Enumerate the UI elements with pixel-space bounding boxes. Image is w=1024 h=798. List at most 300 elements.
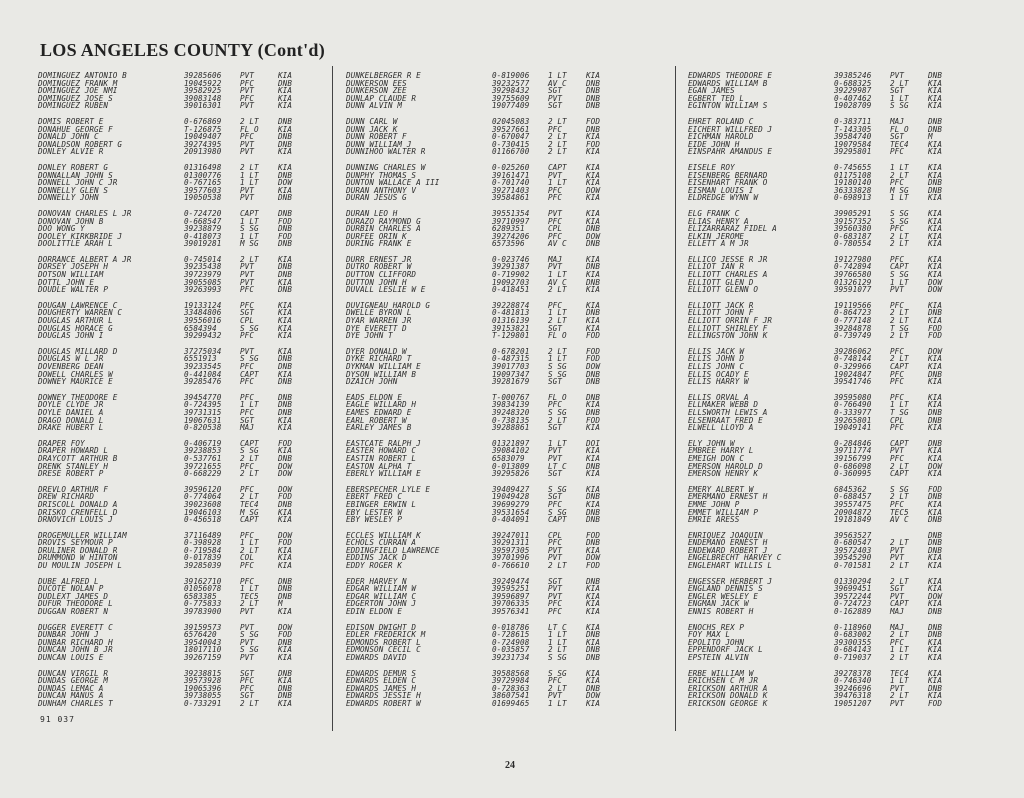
record-name: ELLIOTT ORRIN F JR bbox=[688, 317, 773, 325]
record-rank: 2 LT bbox=[890, 492, 909, 502]
record-status: KIA bbox=[586, 469, 601, 479]
record-service-number: 01326129 bbox=[834, 277, 872, 287]
record-rank: S SG bbox=[890, 208, 909, 218]
record-group bbox=[688, 394, 1008, 432]
record-service-number: 39281679 bbox=[492, 377, 530, 387]
record-name: EICHERT WILLFRED J bbox=[688, 125, 773, 134]
record-service-number: 39233545 bbox=[184, 362, 222, 371]
record-rank: PVT bbox=[548, 545, 563, 555]
record-rank: 2 LT bbox=[548, 561, 567, 571]
record-rank: SGT bbox=[240, 691, 255, 701]
record-name: EDDY ROGER K bbox=[346, 562, 403, 570]
record-row bbox=[346, 240, 666, 248]
record-name: DOVENBERG DEAN bbox=[38, 363, 104, 371]
record-service-number: 0-333977 bbox=[834, 407, 872, 417]
record-service-number: 39246696 bbox=[834, 683, 872, 693]
record-status: DOW bbox=[586, 185, 601, 195]
record-name: EDMONSON CECIL C bbox=[346, 646, 421, 654]
record-name: DOMINGUEZ RUBEN bbox=[38, 102, 109, 110]
record-service-number: 0-724723 bbox=[834, 599, 872, 609]
record-name: DYER DONALD W bbox=[346, 347, 407, 356]
record-rank: 2 LT bbox=[240, 698, 259, 708]
record-service-number: 0-684143 bbox=[834, 645, 872, 655]
record-service-number: 0-686098 bbox=[834, 461, 872, 471]
record-status: DNB bbox=[586, 538, 601, 548]
record-service-number: 39291311 bbox=[492, 538, 530, 548]
record-rank: 2 LT bbox=[548, 139, 567, 149]
record-name: DUNHAM CHARLES T bbox=[38, 699, 113, 708]
record-service-number: 0-284846 bbox=[834, 438, 872, 448]
record-status: KIA bbox=[278, 316, 293, 326]
record-rank: PVT bbox=[890, 698, 905, 708]
record-service-number: 39783900 bbox=[184, 607, 222, 617]
footer-code: 91 037 bbox=[40, 715, 75, 724]
record-service-number: 39701996 bbox=[492, 553, 530, 563]
record-status: KIA bbox=[278, 93, 293, 103]
record-rank: SGT bbox=[240, 308, 255, 318]
record-service-number: 0-407462 bbox=[834, 93, 872, 103]
record-rank: 2 LT bbox=[548, 415, 567, 425]
record-name: DRAGO DONALD L bbox=[38, 416, 104, 425]
record-status: DNB bbox=[278, 362, 293, 371]
record-status: FOD bbox=[278, 538, 293, 548]
record-name: EDISON DWIGHT D bbox=[346, 623, 417, 632]
record-service-number: 39274206 bbox=[492, 231, 530, 241]
record-name: ELLIOTT GLEN D bbox=[688, 278, 754, 287]
record-rank: PFC bbox=[240, 407, 255, 417]
record-row bbox=[346, 700, 666, 708]
record-rank: 2 LT bbox=[890, 653, 909, 662]
record-service-number: 01166700 bbox=[492, 147, 530, 157]
record-service-number: 39084102 bbox=[492, 446, 530, 456]
record-service-number: 0-688457 bbox=[834, 492, 872, 502]
record-service-number: 6583385 bbox=[184, 591, 217, 601]
record-name: DURAZO RAYMOND G bbox=[346, 217, 421, 226]
record-service-number: 39738055 bbox=[184, 691, 222, 701]
record-service-number: 0-398928 bbox=[184, 538, 222, 548]
record-service-number: 39238853 bbox=[184, 446, 222, 456]
record-service-number: 37116489 bbox=[184, 530, 222, 540]
record-service-number: 19049141 bbox=[834, 423, 872, 433]
record-rank: TEC5 bbox=[240, 591, 259, 601]
record-name: DOUGLAS ARTHUR L bbox=[38, 317, 113, 325]
record-name: DONOVAN CHARLES L JR bbox=[38, 209, 132, 218]
record-name: DUNKELBERGER R E bbox=[346, 72, 421, 80]
record-name: DOO WONG Y bbox=[38, 225, 85, 233]
record-rank: PVT bbox=[890, 285, 905, 295]
record-name: DUFUR THEODORE L bbox=[38, 600, 113, 609]
record-service-number: 39238879 bbox=[184, 224, 222, 234]
record-name: DUNN JACK K bbox=[346, 125, 398, 134]
record-status: KIA bbox=[278, 147, 293, 157]
record-rank: 1 LT bbox=[240, 538, 259, 548]
record-service-number: 39699279 bbox=[492, 499, 530, 509]
record-name: DUNPHY THOMAS S bbox=[346, 171, 417, 180]
record-name: ENDEMANO ERNEST H bbox=[688, 539, 768, 547]
record-status: KIA bbox=[928, 469, 943, 479]
record-service-number: 0-360995 bbox=[834, 469, 872, 479]
record-rank: MAJ bbox=[890, 607, 905, 617]
record-rank: PFC bbox=[240, 461, 255, 471]
record-status: KIA bbox=[278, 698, 293, 708]
record-status: KIA bbox=[928, 316, 943, 326]
record-name: DONNALLAN JOHN S bbox=[38, 171, 113, 180]
record-status: DNB bbox=[586, 576, 601, 586]
record-row bbox=[346, 516, 666, 524]
record-group bbox=[38, 532, 358, 570]
record-service-number: 20913980 bbox=[184, 147, 222, 157]
record-service-number: 6583079 bbox=[492, 453, 525, 463]
record-name: ELG FRANK C bbox=[688, 209, 740, 218]
record-name: ENRIQUEZ JOAQUIN bbox=[688, 531, 763, 540]
record-service-number: 39711774 bbox=[834, 446, 872, 456]
record-service-number: 0-418451 bbox=[492, 285, 530, 295]
record-rank: 1 LT bbox=[890, 676, 909, 686]
record-status: DOW bbox=[278, 461, 293, 471]
record-service-number: 39161471 bbox=[492, 170, 530, 180]
record-rank: FL O bbox=[548, 331, 567, 341]
record-name: DUGGAN ROBERT N bbox=[38, 608, 109, 616]
record-service-number: 0-730415 bbox=[492, 139, 530, 149]
record-status: FOD bbox=[278, 492, 293, 502]
record-service-number: 39023608 bbox=[184, 499, 222, 509]
record-rank: S SG bbox=[890, 101, 909, 111]
record-status: DNB bbox=[586, 407, 601, 417]
record-name: EARL ROBERT W bbox=[346, 416, 407, 425]
record-rank: S SG bbox=[890, 216, 909, 226]
record-name: DUNN ALVIN M bbox=[346, 102, 403, 110]
record-name: DUNN ROBERT F bbox=[346, 133, 407, 141]
record-status: DNB bbox=[928, 407, 943, 417]
record-rank: CAPT bbox=[240, 515, 259, 525]
record-service-number: 0-481813 bbox=[492, 308, 530, 318]
record-row bbox=[688, 194, 1008, 202]
record-row bbox=[346, 562, 666, 570]
record-rank: 1 LT bbox=[548, 71, 567, 80]
record-rank: PVT bbox=[548, 446, 563, 456]
record-service-number: 01699465 bbox=[492, 698, 530, 708]
record-service-number: 0-739749 bbox=[834, 331, 872, 341]
record-status: KIA bbox=[928, 645, 943, 655]
record-rank: PFC bbox=[240, 530, 255, 540]
record-name: EMERSON HENRY K bbox=[688, 470, 759, 478]
record-rank: CAPT bbox=[548, 515, 567, 525]
record-rank: 1 LT bbox=[240, 216, 259, 226]
record-service-number: 39019281 bbox=[184, 239, 222, 249]
record-name: EGINTON WILLIAM S bbox=[688, 102, 768, 110]
record-service-number: 0-746340 bbox=[834, 676, 872, 686]
record-rank: PVT bbox=[240, 637, 255, 647]
record-rank: M SG bbox=[240, 239, 259, 249]
record-name: EPSTEIN ALVIN bbox=[688, 654, 749, 662]
record-name: DYAR WARREN JR bbox=[346, 317, 412, 325]
record-rank: S SG bbox=[240, 446, 259, 456]
record-service-number: 0-766490 bbox=[834, 400, 872, 410]
record-service-number: 39247011 bbox=[492, 530, 530, 540]
record-service-number: 39385246 bbox=[834, 71, 872, 80]
record-status: DNB bbox=[928, 492, 943, 502]
record-service-number: 39291387 bbox=[492, 262, 530, 272]
record-name: EAGLE WILLARD H bbox=[346, 401, 417, 409]
record-service-number: 0-724720 bbox=[184, 208, 222, 218]
record-status: KIA bbox=[586, 216, 601, 226]
record-name: EDWARDS JAMES H bbox=[346, 684, 417, 693]
record-service-number: 39235438 bbox=[184, 262, 222, 272]
record-rank: PFC bbox=[890, 369, 905, 379]
record-group bbox=[346, 164, 666, 202]
record-name: DORSEY JOSEPH H bbox=[38, 263, 109, 272]
record-status: KIA bbox=[928, 423, 943, 433]
record-service-number: 39265801 bbox=[834, 415, 872, 425]
record-status: KIA bbox=[586, 545, 601, 555]
record-rank: 2 LT bbox=[548, 147, 567, 157]
record-status: FOD bbox=[586, 139, 601, 149]
record-rank: 2 LT bbox=[890, 538, 909, 548]
record-rank: PFC bbox=[548, 400, 563, 410]
record-name: ENDEWARD ROBERT J bbox=[688, 546, 768, 555]
record-service-number: 18017110 bbox=[184, 645, 222, 655]
record-service-number: 39231734 bbox=[492, 653, 530, 662]
record-status: FOD bbox=[586, 116, 601, 126]
record-rank: PVT bbox=[240, 101, 255, 111]
record-group bbox=[688, 486, 1008, 524]
record-service-number: 39560380 bbox=[834, 224, 872, 234]
record-service-number: 39595080 bbox=[834, 392, 872, 402]
record-name: DU MOULIN JOSEPH L bbox=[38, 562, 123, 570]
record-service-number: 39556016 bbox=[184, 316, 222, 326]
record-rank: PVT bbox=[240, 86, 255, 96]
record-status: FOD bbox=[586, 530, 601, 540]
record-service-number: 33484806 bbox=[184, 308, 222, 318]
record-service-number: 19119566 bbox=[834, 300, 872, 310]
record-rank: PVT bbox=[240, 607, 255, 617]
record-rank: S SG bbox=[548, 362, 567, 371]
record-status: KIA bbox=[586, 170, 601, 180]
record-status: DNB bbox=[586, 645, 601, 655]
record-status: KIA bbox=[928, 499, 943, 509]
record-name: DOMINGUEZ ANTONIO B bbox=[38, 72, 127, 80]
record-service-number: 39755609 bbox=[492, 93, 530, 103]
record-name: DUNTON WALLACE A III bbox=[346, 179, 440, 187]
record-name: ENNIS ROBERT H bbox=[688, 608, 754, 616]
record-status: KIA bbox=[586, 285, 601, 295]
record-status: DOW bbox=[586, 362, 601, 371]
record-row bbox=[688, 378, 1008, 386]
record-name: EMEIGH DON C bbox=[688, 454, 745, 463]
record-status: DNB bbox=[928, 683, 943, 693]
record-status: KIA bbox=[928, 193, 943, 203]
record-rank: SGT bbox=[548, 101, 563, 111]
record-status: DNB bbox=[928, 415, 943, 425]
record-service-number: 0-724395 bbox=[184, 400, 222, 410]
record-status: KIA bbox=[586, 584, 601, 594]
record-rank: SGT bbox=[548, 86, 563, 96]
record-rank: 2 LT bbox=[240, 254, 259, 264]
record-name: DOMINGUEZ JOSE S bbox=[38, 94, 113, 103]
record-group bbox=[38, 118, 358, 156]
record-rank: 1 LT bbox=[240, 178, 259, 188]
record-service-number: 0-774064 bbox=[184, 492, 222, 502]
record-group bbox=[346, 210, 666, 248]
record-service-number: 19079584 bbox=[834, 139, 872, 149]
record-rank: AV C bbox=[548, 239, 567, 249]
record-rank: PFC bbox=[548, 124, 563, 134]
record-service-number: 39288861 bbox=[492, 423, 530, 433]
record-service-number: 39731315 bbox=[184, 407, 222, 417]
record-status: KIA bbox=[928, 507, 943, 517]
record-status: FOD bbox=[928, 484, 943, 494]
record-status: KIA bbox=[928, 676, 943, 686]
record-status: DNB bbox=[928, 369, 943, 379]
record-service-number: 0-748144 bbox=[834, 354, 872, 364]
record-name: DUNN WILLIAM J bbox=[346, 140, 412, 149]
record-status: DNB bbox=[586, 461, 601, 471]
record-service-number: 0-404091 bbox=[492, 515, 530, 525]
record-group bbox=[38, 578, 358, 616]
record-service-number: 19127980 bbox=[834, 254, 872, 264]
record-status: FOD bbox=[278, 630, 293, 640]
record-name: ELLIS JACK W bbox=[688, 347, 745, 356]
record-status: DNB bbox=[278, 116, 293, 126]
record-name: DRISKO CRENFELL D bbox=[38, 508, 118, 517]
record-row bbox=[346, 424, 666, 432]
record-group bbox=[688, 670, 1008, 708]
record-rank: CAPT bbox=[890, 262, 909, 272]
record-group bbox=[346, 394, 666, 432]
record-service-number: 39766580 bbox=[834, 270, 872, 280]
record-status: DNB bbox=[278, 262, 293, 272]
record-service-number: 0-728363 bbox=[492, 683, 530, 693]
record-row bbox=[688, 286, 1008, 294]
record-name: DUTTON CLIFFORD bbox=[346, 271, 417, 279]
record-row bbox=[38, 102, 358, 110]
record-service-number: 39267159 bbox=[184, 653, 222, 662]
record-status: DNB bbox=[278, 576, 293, 586]
record-rank: PFC bbox=[890, 392, 905, 402]
record-status: KIA bbox=[928, 584, 943, 594]
record-status: FOD bbox=[928, 698, 943, 708]
record-service-number: 39699451 bbox=[834, 584, 872, 594]
record-rank: 2 LT bbox=[548, 645, 567, 655]
record-group bbox=[346, 302, 666, 340]
record-service-number: 39572403 bbox=[834, 545, 872, 555]
record-name: DOYLE CLYDE JR bbox=[38, 401, 104, 409]
record-status: KIA bbox=[928, 170, 943, 180]
record-name: DUBE ALFRED L bbox=[38, 577, 99, 586]
record-name: ERICKSON DONALD K bbox=[688, 692, 768, 700]
record-service-number: 39055085 bbox=[184, 277, 222, 287]
record-status: KIA bbox=[586, 400, 601, 410]
record-rank: PFC bbox=[240, 93, 255, 103]
record-service-number: 39299432 bbox=[184, 331, 222, 341]
record-group bbox=[38, 486, 358, 524]
record-rank: LT C bbox=[548, 461, 567, 471]
record-status: DNB bbox=[586, 392, 601, 402]
record-rank: PFC bbox=[548, 300, 563, 310]
record-name: EBY WESLEY P bbox=[346, 516, 403, 524]
record-rank: PFC bbox=[890, 346, 905, 356]
record-rank: 2 LT bbox=[890, 354, 909, 364]
record-status: DNB bbox=[928, 124, 943, 134]
record-service-number: 6551913 bbox=[184, 354, 217, 364]
record-name: EADS ELDON E bbox=[346, 393, 403, 402]
record-group bbox=[346, 624, 666, 662]
record-rank: SGT bbox=[548, 423, 563, 433]
record-status: KIA bbox=[928, 354, 943, 364]
record-name: ELLIS HARRY W bbox=[688, 378, 749, 386]
record-service-number: 0-418073 bbox=[184, 231, 222, 241]
record-status: KIA bbox=[586, 71, 601, 80]
record-rank: 2 LT bbox=[890, 239, 909, 249]
record-rank: PVT bbox=[548, 453, 563, 463]
record-status: KIA bbox=[928, 101, 943, 111]
record-rank: CAPT bbox=[890, 362, 909, 371]
record-service-number: 0-487315 bbox=[492, 354, 530, 364]
record-name: ENGLAND DENNIS S bbox=[688, 585, 763, 593]
record-rank: 2 LT bbox=[240, 453, 259, 463]
record-row bbox=[346, 608, 666, 616]
record-name: DURFEE ORIN K bbox=[346, 232, 407, 241]
record-rank: 2 LT bbox=[240, 162, 259, 172]
record-status: KIA bbox=[586, 637, 601, 647]
record-name: EISELE ROY bbox=[688, 163, 735, 172]
record-row bbox=[688, 608, 1008, 616]
record-status: KIA bbox=[278, 446, 293, 456]
record-service-number: 19049407 bbox=[184, 132, 222, 142]
record-group bbox=[38, 302, 358, 340]
record-row bbox=[688, 102, 1008, 110]
record-rank: PFC bbox=[240, 132, 255, 142]
record-name: DOMIS ROBERT E bbox=[38, 117, 104, 126]
record-service-number: 39541746 bbox=[834, 377, 872, 387]
record-service-number: 0-728615 bbox=[492, 630, 530, 640]
record-rank: SGT bbox=[890, 86, 905, 96]
record-group bbox=[688, 624, 1008, 662]
record-status: DNB bbox=[586, 124, 601, 134]
record-service-number: 39017703 bbox=[492, 362, 530, 371]
record-name: DREVLO ARTHUR F bbox=[38, 485, 109, 494]
record-name: DONOVAN JOHN B bbox=[38, 217, 104, 226]
record-service-number: 01316498 bbox=[184, 162, 222, 172]
record-rank: PVT bbox=[890, 71, 905, 80]
record-name: EBERLY WILLIAM E bbox=[346, 470, 421, 478]
record-status: DOW bbox=[928, 461, 943, 471]
record-name: DONALD JOHN C bbox=[38, 133, 99, 141]
record-row bbox=[38, 470, 358, 478]
record-rank: SGT bbox=[240, 668, 255, 678]
record-rank: PVT bbox=[890, 545, 905, 555]
record-service-number: 39577603 bbox=[184, 185, 222, 195]
record-name: DUNCAN LOUIS E bbox=[38, 654, 104, 662]
record-name: ECCLES WILLIAM K bbox=[346, 531, 421, 540]
record-status: FOD bbox=[278, 438, 293, 448]
record-status: DNB bbox=[586, 515, 601, 525]
record-name: DURAN JESUS G bbox=[346, 194, 407, 202]
record-service-number: 39248320 bbox=[492, 407, 530, 417]
record-rank: AV C bbox=[548, 277, 567, 287]
record-rank: PFC bbox=[890, 254, 905, 264]
record-name: EISENBERG BERNARD bbox=[688, 171, 768, 180]
record-rank: PVT bbox=[548, 208, 563, 218]
record-service-number: 01300776 bbox=[184, 170, 222, 180]
record-name: DOMINGUEZ JOE NMI bbox=[38, 87, 118, 95]
record-service-number: 39249474 bbox=[492, 576, 530, 586]
record-status: KIA bbox=[278, 653, 293, 662]
record-name: DONAHUE GEORGE F bbox=[38, 125, 113, 134]
record-name: EIDE JOHN H bbox=[688, 140, 740, 149]
record-service-number: 19092703 bbox=[492, 277, 530, 287]
record-status: KIA bbox=[586, 208, 601, 218]
